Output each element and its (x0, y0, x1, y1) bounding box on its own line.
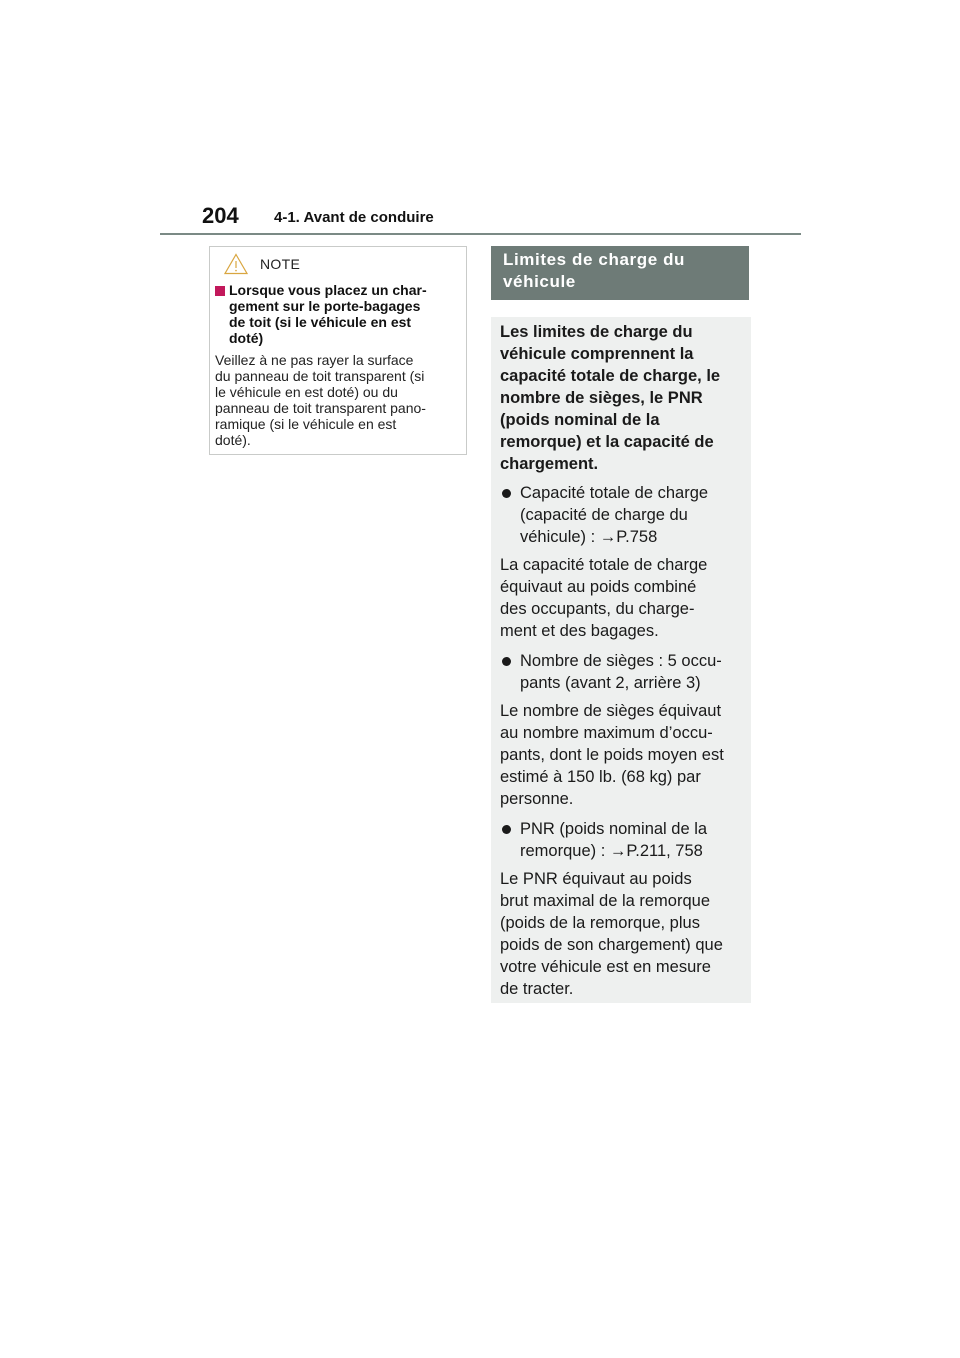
bullet-line: Capacité totale de charge (520, 484, 709, 502)
page-header (0, 0, 960, 240)
paragraph-line: estimé à 150 lb. (68 kg) par (500, 768, 701, 786)
intro-line: véhicule comprennent la (500, 345, 694, 363)
note-box (209, 246, 467, 455)
note-heading-line: Lorsque vous placez un char- (229, 282, 427, 298)
paragraph-line: ment et des bagages. (500, 622, 659, 640)
note-heading-line: de toit (si le véhicule en est (229, 314, 412, 330)
bullet-line: remorque) : →P.211, 758 (520, 842, 703, 860)
paragraph-line: La capacité totale de charge (500, 556, 708, 574)
square-bullet-icon (215, 286, 225, 296)
paragraph-line: pants, dont le poids moyen est (500, 746, 724, 764)
paragraph-line: personne. (500, 790, 574, 808)
intro-line: capacité totale de charge, le (500, 367, 721, 385)
bullet-text (520, 482, 743, 548)
note-body-line: ramique (si le véhicule en est (215, 416, 397, 432)
intro-line: chargement. (500, 455, 599, 473)
panel-body (491, 317, 751, 1003)
paragraph-line: Le nombre de sièges équivaut (500, 702, 722, 720)
paragraph-line: brut maximal de la remorque (500, 892, 711, 910)
paragraph-line: des occupants, du charge- (500, 600, 695, 618)
paragraph-capacity (500, 554, 743, 642)
note-heading-text (229, 282, 427, 346)
paragraph-pnr (500, 868, 743, 1000)
bullet-line: pants (avant 2, arrière 3) (520, 674, 701, 692)
note-body-line: du panneau de toit transparent (si (215, 368, 425, 384)
note-heading-line: gement sur le porte-bagages (229, 298, 421, 314)
header-divider (160, 233, 801, 235)
paragraph-line: votre véhicule est en mesure (500, 958, 711, 976)
paragraph-line: (poids de la remorque, plus (500, 914, 700, 932)
bullet-item-pnr (500, 818, 743, 862)
section-title: 4-1. Avant de conduire (274, 209, 434, 226)
paragraph-line: au nombre maximum d’occu- (500, 724, 713, 742)
note-body (215, 352, 463, 448)
note-body-line: le véhicule en est doté) ou du (215, 384, 398, 400)
bullet-item-capacity (500, 482, 743, 548)
bullet-text (520, 650, 743, 694)
intro-line: (poids nominal de la (500, 411, 660, 429)
bullet-text (520, 818, 743, 862)
note-body-line: Veillez à ne pas rayer la surface (215, 352, 414, 368)
bullet-line: (capacité de charge du (520, 506, 688, 524)
note-body-line: doté). (215, 432, 251, 448)
bullet-dot-icon (502, 489, 511, 498)
note-heading (215, 282, 460, 346)
paragraph-seats (500, 700, 743, 810)
bullet-dot-icon (502, 825, 511, 834)
panel-title-line: Limites de charge du (503, 250, 686, 269)
paragraph-line: Le PNR équivaut au poids (500, 870, 692, 888)
bullet-line: PNR (poids nominal de la (520, 820, 708, 838)
paragraph-line: de tracter. (500, 980, 574, 998)
bullet-line: véhicule) : →P.758 (520, 528, 658, 546)
intro-line: nombre de sièges, le PNR (500, 389, 703, 407)
bullet-line: Nombre de sièges : 5 occu- (520, 652, 722, 670)
paragraph-line: équivaut au poids combiné (500, 578, 697, 596)
paragraph-line: poids de son chargement) que (500, 936, 723, 954)
intro-line: remorque) et la capacité de (500, 433, 714, 451)
bullet-item-seats (500, 650, 743, 694)
intro-line: Les limites de charge du (500, 323, 693, 341)
warning-triangle-icon (224, 253, 248, 275)
intro-paragraph (500, 321, 743, 475)
panel-title-line: véhicule (503, 272, 576, 291)
note-label: NOTE (260, 256, 301, 272)
note-heading-line: doté) (229, 330, 264, 346)
note-body-line: panneau de toit transparent pano- (215, 400, 426, 416)
bullet-dot-icon (502, 657, 511, 666)
page-number: 204 (202, 203, 239, 228)
panel-title (491, 246, 749, 300)
note-header (224, 251, 300, 277)
